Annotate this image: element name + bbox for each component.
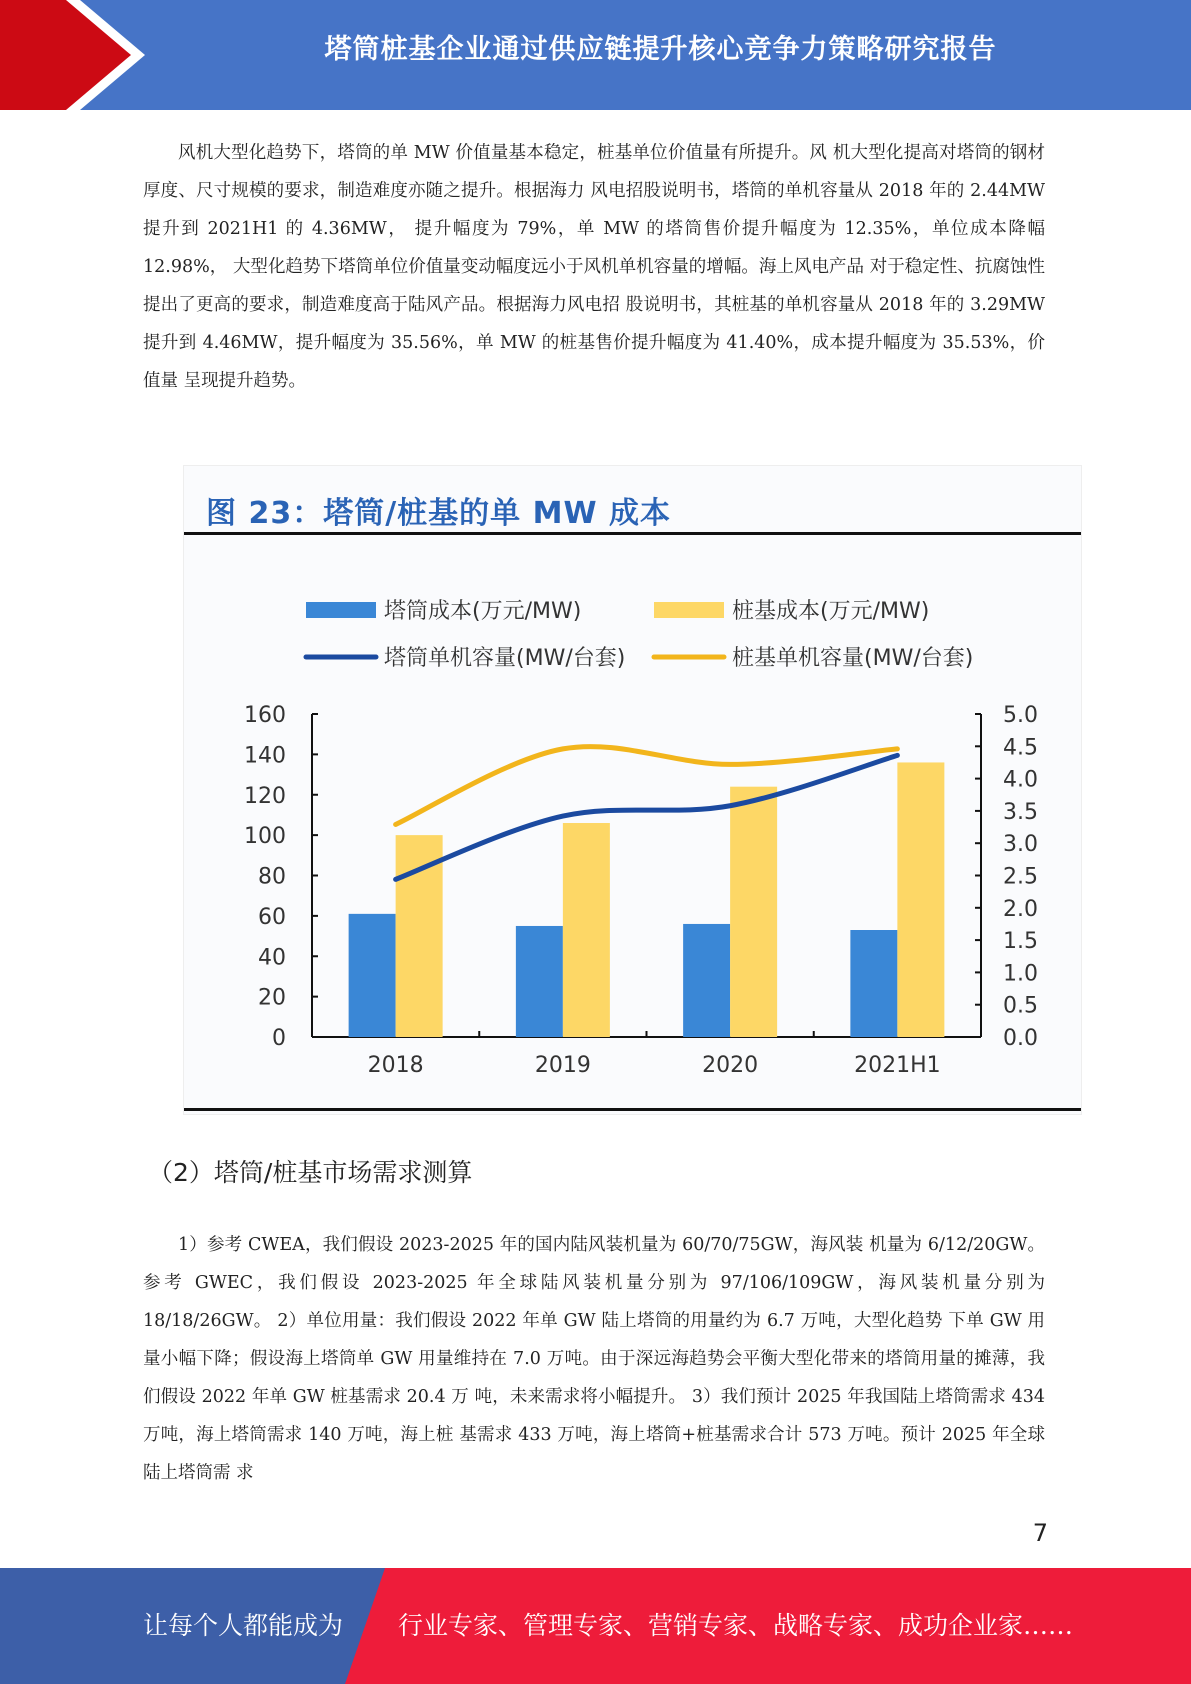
bar-tower-cost	[349, 914, 396, 1037]
right-tick-label: 3.5	[1003, 799, 1038, 825]
left-tick-label: 140	[244, 743, 286, 769]
left-axis-ticks	[244, 703, 318, 1051]
right-tick-label: 2.0	[1003, 896, 1038, 922]
legend-label-tower-capacity: 塔筒单机容量(MW/台套)	[384, 646, 626, 671]
bar-tower-cost	[683, 924, 730, 1037]
page-footer	[0, 1568, 1191, 1684]
legend-swatch-pile-cost	[654, 602, 724, 618]
x-tick-label: 2021H1	[854, 1053, 941, 1078]
body-paragraph-1: 风机大型化趋势下，塔筒的单 MW 价值量基本稳定，桩基单位价值量有所提升。风 机大型化提高对塔筒的钢材厚度、尺寸规模的要求，制造难度亦随之提升。根据海力 风电招股说明书，塔筒的单机容量从 2018 年的 2.44MW 提升到 2021H1 的 4.36MW， 提升幅度为 79%，单 MW 的塔筒售价提升幅度为 12.35%，单位成本降幅 12.98%， 大型化趋势下塔筒单位价值量变动幅度远小于风机单机容量的增幅。海上风电产品 对于稳定性、抗腐蚀性提出了更高的要求，制造难度高于陆风产品。根据海力风电招 股说明书，其桩基的单机容量从 2018 年的 3.29MW 提升到 4.46MW，提升幅度为 35.56%，单 MW 的桩基售价提升幅度为 41.40%，成本提升幅度为 35.53%，价值量 呈现提升趋势。	[143, 143, 1045, 391]
chart-legend	[306, 599, 973, 671]
line-pile-capacity	[396, 747, 898, 825]
left-tick-label: 100	[244, 824, 286, 850]
left-tick-label: 160	[244, 703, 286, 728]
bar-tower-cost	[850, 930, 897, 1037]
left-tick-label: 120	[244, 783, 286, 809]
right-tick-label: 0.0	[1003, 1026, 1038, 1051]
bar-pile-cost	[730, 787, 777, 1037]
body-paragraph-2: 1）参考 CWEA，我们假设 2023-2025 年的国内陆风装机量为 60/70/75GW，海风装 机量为 6/12/20GW。参考 GWEC，我们假设 2023-2025 年全球陆风装机量分别为 97/106/109GW，海风装机量分别为 18/18/26GW。 2）单位用量：我们假设 2022 年单 GW 陆上塔筒的用量约为 6.7 万吨，大型化趋势 下单 GW 用量小幅下降；假设海上塔筒单 GW 用量维持在 7.0 万吨。由于深远海趋势会平衡大型化带来的塔筒用量的摊薄，我们假设 2022 年单 GW 桩基需求 20.4 万 吨，未来需求将小幅提升。 3）我们预计 2025 年我国陆上塔筒需求 434 万吨，海上塔筒需求 140 万吨，海上桩 基需求 433 万吨，海上塔筒+桩基需求合计 573 万吨。预计 2025 年全球陆上塔筒需 求	[143, 1235, 1045, 1483]
footer-slogan-right: 行业专家、管理专家、营销专家、战略专家、成功企业家……	[398, 1611, 1074, 1640]
x-tick-label: 2020	[702, 1053, 759, 1078]
cost-chart	[184, 466, 1081, 1114]
right-tick-label: 1.5	[1003, 929, 1038, 955]
bar-pile-cost	[396, 835, 443, 1037]
bar-pile-cost	[563, 823, 610, 1037]
chart-lines	[396, 747, 898, 880]
page-number: 7	[1032, 1519, 1048, 1547]
right-tick-label: 3.0	[1003, 832, 1038, 858]
bar-tower-cost	[516, 926, 563, 1037]
legend-swatch-tower-cost	[306, 602, 376, 618]
header-chevron-icon	[0, 0, 180, 110]
left-tick-label: 40	[258, 945, 286, 971]
figure-title: 图 23：塔筒/桩基的单 MW 成本	[206, 496, 671, 531]
right-tick-label: 4.0	[1003, 767, 1038, 793]
page-header	[0, 0, 1191, 110]
left-tick-label: 60	[258, 904, 286, 930]
figure-bottom-rule	[184, 1108, 1081, 1111]
right-axis-ticks	[975, 703, 1038, 1051]
right-tick-label: 5.0	[1003, 703, 1038, 728]
report-title: 塔筒桩基企业通过供应链提升核心竞争力策略研究报告	[324, 34, 997, 65]
right-tick-label: 4.5	[1003, 735, 1038, 761]
x-axis-ticks	[368, 1031, 941, 1078]
right-tick-label: 0.5	[1003, 993, 1038, 1019]
x-tick-label: 2019	[534, 1053, 591, 1078]
left-tick-label: 20	[258, 985, 286, 1011]
line-tower-capacity	[396, 755, 898, 879]
legend-label-pile-capacity: 桩基单机容量(MW/台套)	[732, 646, 974, 671]
footer-slogan-left: 让每个人都能成为	[143, 1611, 344, 1640]
legend-label-pile-cost: 桩基成本(万元/MW)	[732, 599, 930, 624]
left-tick-label: 0	[272, 1026, 286, 1051]
right-tick-label: 2.5	[1003, 864, 1038, 890]
legend-label-tower-cost: 塔筒成本(万元/MW)	[384, 599, 582, 624]
left-tick-label: 80	[258, 864, 286, 890]
x-tick-label: 2018	[367, 1053, 424, 1078]
section-heading: （2）塔筒/桩基市场需求测算	[148, 1158, 473, 1187]
bar-pile-cost	[897, 762, 944, 1037]
right-tick-label: 1.0	[1003, 961, 1038, 987]
figure-23	[183, 465, 1082, 1115]
